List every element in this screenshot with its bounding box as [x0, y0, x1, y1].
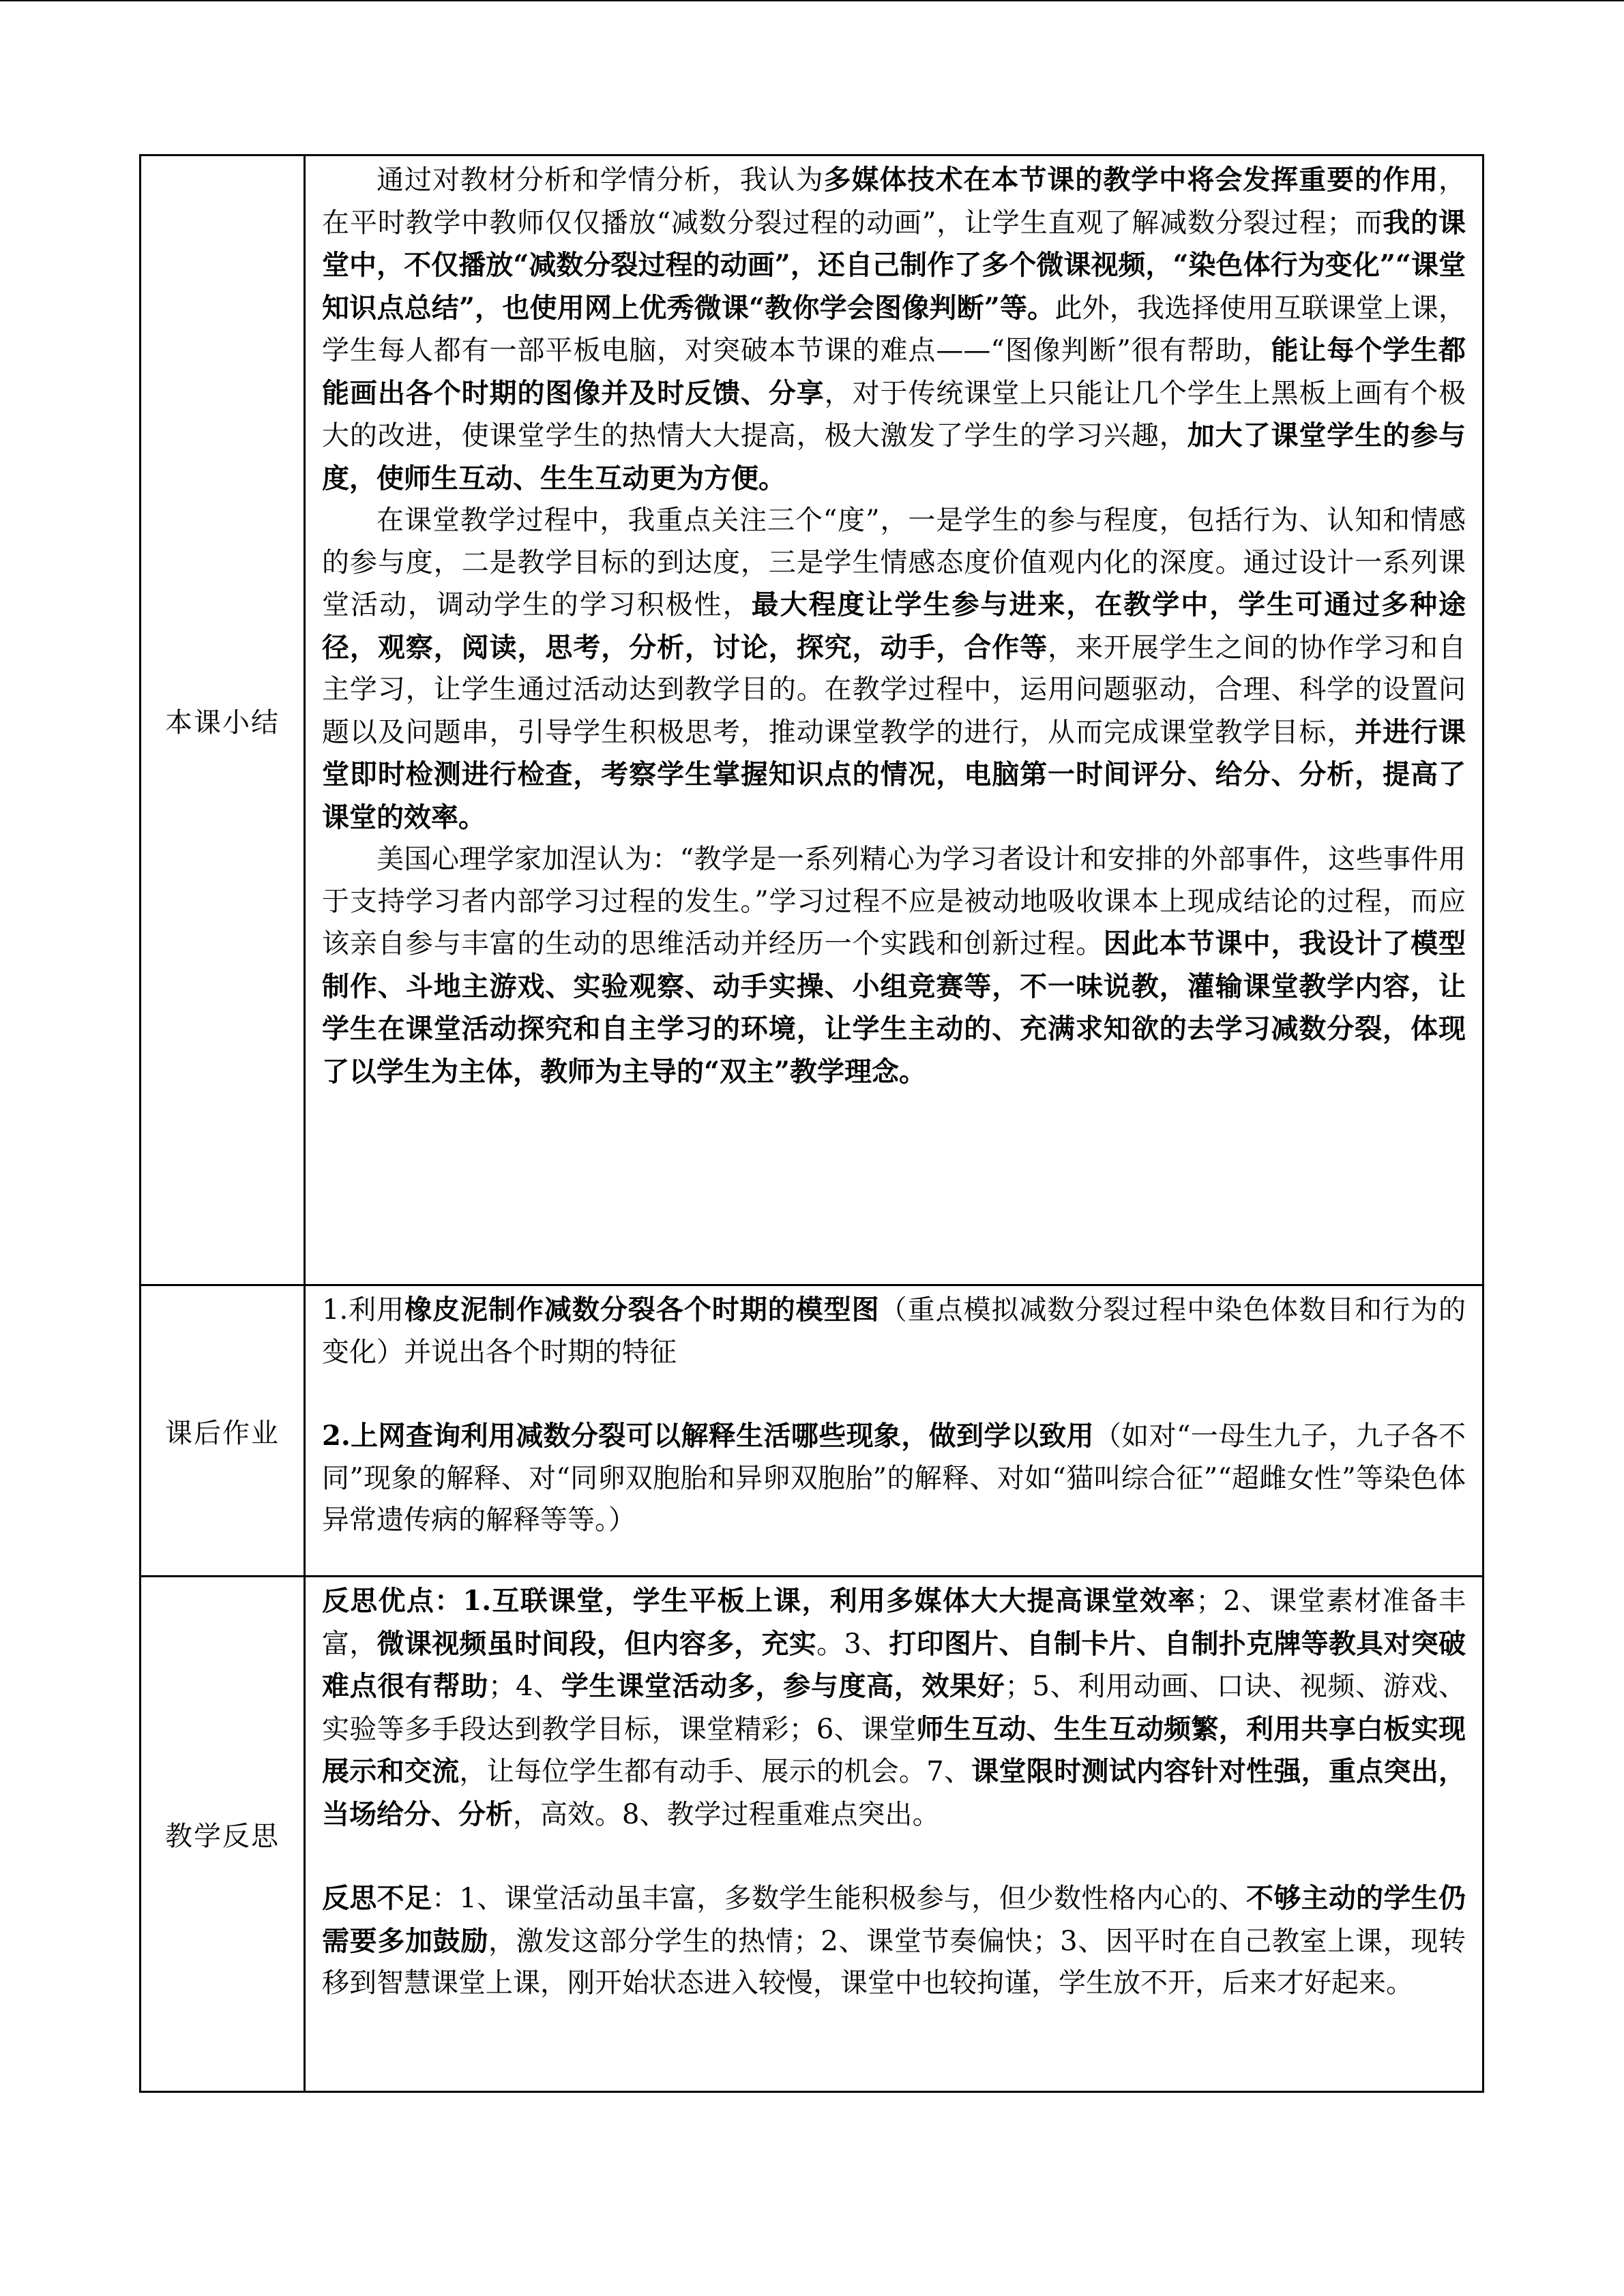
summary-p1-seg-7: 加大了课堂学生的参与度，使师生互动、生生互动更为方便。 — [322, 419, 1466, 494]
reflection-content — [305, 1577, 1483, 2092]
homework-content — [305, 1285, 1483, 1577]
reflection-p1-seg-2: 微课视频虽时间段，但内容多，充实 — [377, 1627, 817, 1660]
reflection-p2-seg-0: 反思不足 — [322, 1882, 432, 1914]
homework-label: 课后作业 — [141, 1285, 305, 1577]
summary-paragraph-1 — [322, 159, 1466, 500]
summary-row — [141, 155, 1483, 1285]
reflection-p1-seg-6: 学生课堂活动多，参与度高，效果好 — [561, 1670, 1005, 1702]
homework-p2-seg-0: 2.上网查询利用减数分裂可以解释生活哪些现象，做到学以致用 — [322, 1420, 1094, 1452]
homework-p1-seg-2: （重点模拟减数分裂过程中染色体数目和行为的变化）并说出各个时期的特征 — [322, 1294, 1466, 1368]
summary-p2-seg-3: 并进行课堂即时检测进行检查，考察学生掌握知识点的情况，电脑第一时间评分、给分、分析，提高了课堂的效率。 — [322, 715, 1466, 833]
reflection-p2-seg-1: ：1、课堂活动虽丰富，多数学生能积极参与，但少数性格内心的、 — [432, 1883, 1247, 1914]
summary-paragraph-3 — [322, 839, 1466, 1093]
lesson-table — [139, 154, 1484, 2093]
reflection-p1-seg-0: 反思优点：1.互联课堂，学生平板上课，利用多媒体大大提高课堂效率 — [322, 1585, 1196, 1617]
summary-p1-seg-3: 我的课堂中，不仅播放“减数分裂过程的动画”，还自己制作了多个微课视频，“染色体行为变化”“课堂知识点总结”，也使用网上优秀微课“教你学会图像判断”等。 — [322, 206, 1466, 324]
summary-content — [305, 155, 1483, 1285]
homework-p2-seg-1: （如对“一母生九子，九子各不同”现象的解释、对“同卵双胞胎和异卵双胞胎”的解释、对如“猫叫综合征”“超雌女性”等染色体异常遗传病的解释等等。） — [322, 1420, 1466, 1536]
reflection-weaknesses — [322, 1877, 1466, 2005]
homework-item-2 — [322, 1415, 1466, 1542]
reflection-p1-seg-9: ，让每位学生都有动手、展示的机会。7、 — [459, 1756, 972, 1787]
reflection-strengths — [322, 1580, 1466, 1836]
reflection-p1-seg-7: ；5、利用动画、口诀、视频、游戏、实验等多手段达到教学目标，课堂精彩；6、课堂 — [322, 1671, 1466, 1745]
summary-p2-seg-2: ，来开展学生之间的协作学习和自主学习，让学生通过活动达到教学目的。在教学过程中，运用问题驱动，合理、科学的设置问题以及问题串，引导学生积极思考，推动课堂教学的进行，从而完成课堂教学目标， — [322, 631, 1466, 748]
reflection-row — [141, 1577, 1483, 2092]
summary-p2-seg-0: 在课堂教学过程中，我重点关注三个“度”，一是学生的参与程度，包括行为、认知和情感的参与度，二是教学目标的到达度，三是学生情感态度价值观内化的深度。通过设计一系列课堂活动，调动学生的学习积极性， — [322, 505, 1466, 621]
reflection-gap — [322, 1836, 1466, 1877]
summary-p1-seg-5: 能让每个学生都能画出各个时期的图像并及时反馈、分享 — [322, 334, 1466, 409]
summary-p3-seg-0: 美国心理学家加涅认为：“教学是一系列精心为学习者设计和安排的外部事件，这些事件用于支持学习者内部学习过程的发生。”学习过程不应是被动地吸收课本上现成结论的过程，而应该亲自参与丰富的生动的思维活动并经历一个实践和创新过程。 — [322, 844, 1466, 959]
summary-p3-seg-1: 因此本节课中，我设计了模型制作、斗地主游戏、实验观察、动手实操、小组竞赛等，不一味说教，灌输课堂教学内容，让学生在课堂活动探究和自主学习的环境，让学生主动的、充满求知欲的去学习减数分裂，体现了以学生为主体，教师为主导的“双主”教学理念。 — [322, 927, 1466, 1088]
homework-item-1 — [322, 1289, 1466, 1373]
summary-paragraph-2 — [322, 500, 1466, 839]
reflection-p1-seg-1: ；2、课堂素材准备丰富， — [322, 1585, 1466, 1660]
summary-p1-seg-6: ，对于传统课堂上只能让几个学生上黑板上画有个极大的改进，使课堂学生的热情大大提高，极大激发了学生的学习兴趣， — [322, 377, 1466, 451]
summary-p1-seg-0: 通过对教材分析和学情分析，我认为 — [377, 164, 824, 196]
reflection-p2-seg-3: ，激发这部分学生的热情；2、课堂节奏偏快；3、因平时在自己教室上课，现转移到智慧课堂上课，刚开始状态进入较慢，课堂中也较拘谨，学生放不开，后来才好起来。 — [322, 1925, 1466, 1999]
summary-p2-seg-1: 最大程度让学生参与进来，在教学中，学生可通过多种途径，观察，阅读，思考，分析，讨论，探究，动手，合作等 — [322, 588, 1466, 664]
summary-label: 本课小结 — [141, 155, 305, 1285]
reflection-p2-seg-2: 不够主动的学生仍需要多加鼓励 — [322, 1882, 1466, 1957]
homework-gap — [322, 1373, 1466, 1415]
reflection-p1-seg-4: 打印图片、自制卡片、自制扑克牌等教具对突破难点很有帮助 — [322, 1627, 1466, 1702]
reflection-p1-seg-5: ；4、 — [488, 1671, 561, 1702]
homework-p1-seg-1: 橡皮泥制作减数分裂各个时期的模型图 — [404, 1294, 880, 1326]
reflection-p1-seg-3: 。3、 — [816, 1628, 889, 1660]
homework-row — [141, 1285, 1483, 1577]
homework-p1-seg-0: 1.利用 — [322, 1294, 405, 1326]
summary-p1-seg-4: 此外，我选择使用互联课堂上课，学生每人都有一部平板电脑，对突破本节课的难点——“图像判断”很有帮助， — [322, 292, 1466, 366]
page-top-border — [0, 0, 1624, 1]
reflection-label: 教学反思 — [141, 1577, 305, 2092]
reflection-p1-seg-10: 课堂限时测试内容针对性强，重点突出，当场给分、分析 — [322, 1755, 1466, 1830]
reflection-p1-seg-8: 师生互动、生生互动频繁，利用共享白板实现展示和交流 — [322, 1712, 1466, 1787]
summary-p1-seg-1: 多媒体技术在本节课的教学中将会发挥重要的作用 — [823, 164, 1439, 196]
reflection-p1-seg-11: ，高效。8、教学过程重难点突出。 — [513, 1798, 940, 1830]
summary-p1-seg-2: ，在平时教学中教师仅仅播放“减数分裂过程的动画”，让学生直观了解减数分裂过程；而 — [322, 164, 1466, 239]
